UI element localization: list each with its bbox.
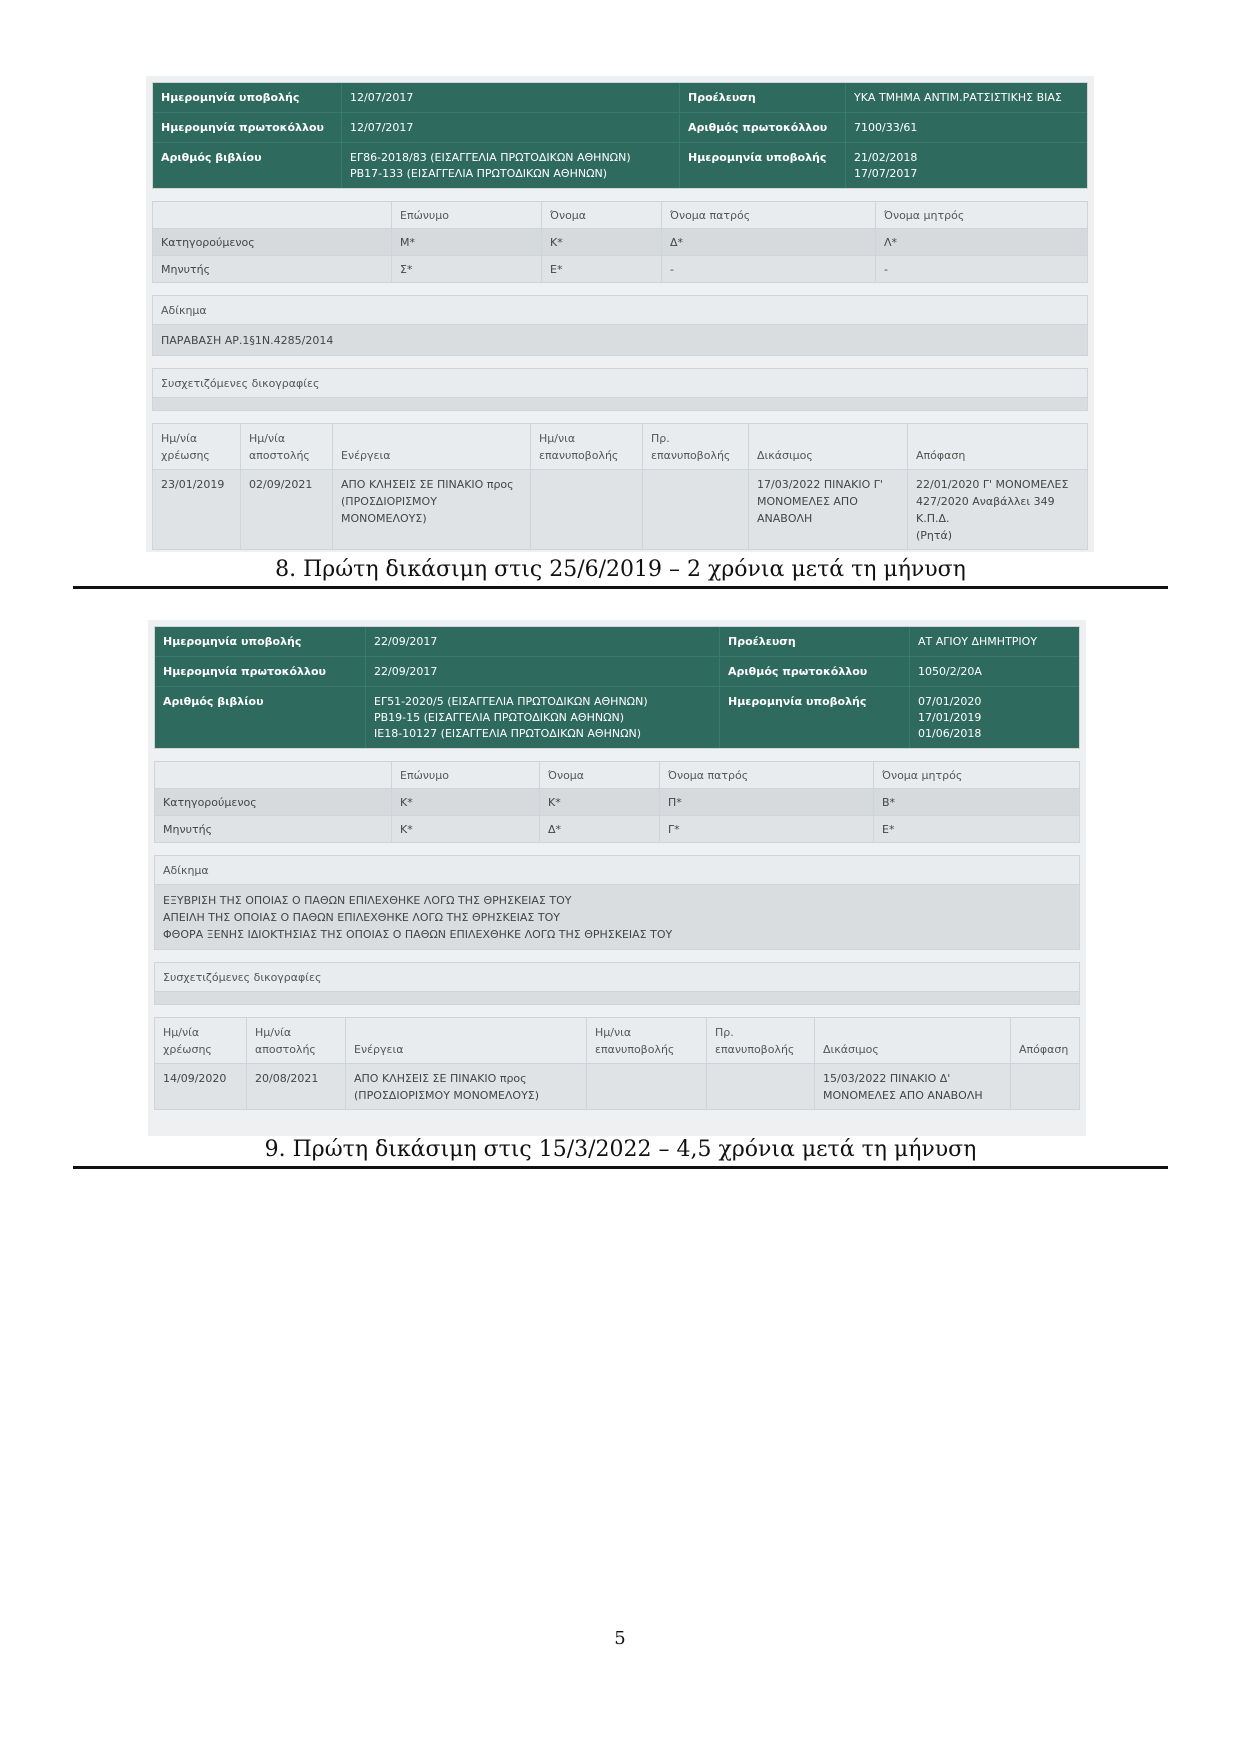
submission-date-value: 12/07/2017 (341, 83, 679, 113)
offense-box (154, 855, 1080, 950)
hearings-header-send-date: Ημ/νία αποστολής (240, 424, 332, 469)
person-father: Γ* (659, 816, 873, 842)
offense-text: ΠΑΡΑΒΑΣΗ ΑΡ.1§1Ν.4285/2014 (153, 325, 1087, 355)
hearings-header-resubmit-date: Ημ/νια επανυποβολής (530, 424, 642, 469)
submission-date-value: 22/09/2017 (365, 627, 719, 657)
persons-header-father: Όνομα πατρός (659, 762, 873, 788)
hearing-send-date: 20/08/2021 (246, 1064, 345, 1109)
hearings-header-charge-date: Ημ/νία χρέωσης (161, 432, 210, 462)
table-row (155, 789, 1079, 816)
record-screenshot-2 (148, 620, 1086, 1136)
record-header (152, 82, 1088, 189)
person-role: Μηνυτής (163, 823, 213, 836)
persons-header-father: Όνομα πατρός (661, 202, 875, 228)
person-surname: Σ* (391, 256, 541, 282)
person-mother: Β* (873, 789, 1079, 815)
table-row (153, 256, 1087, 282)
person-father: Δ* (661, 229, 875, 255)
hearings-header-decision: Απόφαση (1010, 1018, 1079, 1063)
persons-header-surname: Επώνυμο (391, 202, 541, 228)
protocol-date-value: 22/09/2017 (365, 657, 719, 687)
hearing-resubmit-date (586, 1064, 706, 1109)
hearing-date: 17/03/2022 ΠΙΝΑΚΙΟ Γ' ΜΟΝΟΜΕΛΕΣ ΑΠΟ ΑΝΑΒΟΛΗ (748, 470, 907, 549)
protocol-number-label: Αριθμός πρωτοκόλλου (679, 113, 845, 143)
person-name: Δ* (539, 816, 659, 842)
person-father: - (661, 256, 875, 282)
figure-caption-8: 8. Πρώτη δικάσιμη στις 25/6/2019 – 2 χρόνια μετά τη μήνυση (73, 556, 1168, 589)
persons-table (154, 761, 1080, 843)
persons-header-mother: Όνομα μητρός (873, 762, 1079, 788)
person-role: Κατηγορούμενος (161, 236, 255, 249)
origin-label: Προέλευση (679, 83, 845, 113)
persons-header-name: Όνομα (539, 762, 659, 788)
table-row (155, 1064, 1079, 1109)
persons-header-name: Όνομα (541, 202, 661, 228)
submission-date-2-value: 07/01/2020 17/01/2019 01/06/2018 (909, 687, 1079, 748)
hearing-action: ΑΠΟ ΚΛΗΣΕΙΣ ΣΕ ΠΙΝΑΚΙΟ προς (ΠΡΟΣΔΙΟΡΙΣΜΟΥ ΜΟΝΟΜΕΛΟΥΣ) (345, 1064, 586, 1109)
hearings-header-pr-resubmit: Πρ. επανυποβολής (642, 424, 748, 469)
table-row (155, 816, 1079, 842)
protocol-number-label: Αριθμός πρωτοκόλλου (719, 657, 909, 687)
figure-caption-9: 9. Πρώτη δικάσιμη στις 15/3/2022 – 4,5 χρόνια μετά τη μήνυση (73, 1136, 1168, 1169)
protocol-date-label: Ημερομηνία πρωτοκόλλου (155, 657, 365, 687)
person-role: Μηνυτής (161, 263, 211, 276)
hearing-pr-resubmit (642, 470, 748, 549)
hearings-table (152, 423, 1088, 550)
hearings-header-hearing: Δικάσιμος (814, 1018, 1010, 1063)
hearings-header-hearing: Δικάσιμος (748, 424, 907, 469)
hearing-resubmit-date (530, 470, 642, 549)
submission-date-2-value: 21/02/2018 17/07/2017 (845, 143, 1087, 188)
protocol-date-value: 12/07/2017 (341, 113, 679, 143)
hearing-pr-resubmit (706, 1064, 814, 1109)
submission-date-label: Ημερομηνία υποβολής (155, 627, 365, 657)
book-number-value: ΕΓ51-2020/5 (ΕΙΣΑΓΓΕΛΙΑ ΠΡΩΤΟΔΙΚΩΝ ΑΘΗΝΩΝ) ΡΒ19-15 (ΕΙΣΑΓΓΕΛΙΑ ΠΡΩΤΟΔΙΚΩΝ ΑΘΗΝΩΝ) ΙΕ18-10127 (ΕΙΣΑΓΓΕΛΙΑ ΠΡΩΤΟΔΙΚΩΝ ΑΘΗΝΩΝ) (365, 687, 719, 748)
person-mother: - (875, 256, 1087, 282)
book-number-label: Αριθμός βιβλίου (163, 695, 264, 708)
origin-label: Προέλευση (719, 627, 909, 657)
origin-value: ΥΚΑ ΤΜΗΜΑ ΑΝΤΙΜ.ΡΑΤΣΙΣΤΙΚΗΣ ΒΙΑΣ (845, 83, 1087, 113)
persons-header-surname: Επώνυμο (391, 762, 539, 788)
hearings-header-resubmit-date: Ημ/νια επανυποβολής (586, 1018, 706, 1063)
submission-date-2-label: Ημερομηνία υποβολής (719, 687, 909, 748)
person-name: Ε* (541, 256, 661, 282)
offense-text: ΕΞΥΒΡΙΣΗ ΤΗΣ ΟΠΟΙΑΣ Ο ΠΑΘΩΝ ΕΠΙΛΕΧΘΗΚΕ ΛΟΓΩ ΤΗΣ ΘΡΗΣΚΕΙΑΣ ΤΟΥ ΑΠΕΙΛΗ ΤΗΣ ΟΠΟΙΑΣ Ο ΠΑΘΩΝ ΕΠΙΛΕΧΘΗΚΕ ΛΟΓΩ ΤΗΣ ΘΡΗΣΚΕΙΑΣ ΤΟΥ ΦΘΟΡΑ ΞΕΝΗΣ ΙΔΙΟΚΤΗΣΙΑΣ ΤΗΣ ΟΠΟΙΑΣ Ο ΠΑΘΩΝ ΕΠΙΛΕΧΘΗΚΕ ΛΟΓΩ ΤΗΣ ΘΡΗΣΚΕΙΑΣ ΤΟΥ (155, 885, 1079, 949)
offense-label: Αδίκημα (153, 296, 1087, 325)
offense-box (152, 295, 1088, 356)
record-header (154, 626, 1080, 749)
hearings-header-action: Ενέργεια (332, 424, 530, 469)
protocol-number-value: 1050/2/20Α (909, 657, 1079, 687)
hearing-action: ΑΠΟ ΚΛΗΣΕΙΣ ΣΕ ΠΙΝΑΚΙΟ προς (ΠΡΟΣΔΙΟΡΙΣΜΟΥ ΜΟΝΟΜΕΛΟΥΣ) (332, 470, 530, 549)
book-number-label: Αριθμός βιβλίου (161, 151, 262, 164)
persons-table (152, 201, 1088, 283)
hearing-charge-date: 23/01/2019 (161, 478, 225, 491)
person-surname: Κ* (391, 816, 539, 842)
hearings-header-pr-resubmit: Πρ. επανυποβολής (706, 1018, 814, 1063)
offense-label: Αδίκημα (155, 856, 1079, 885)
related-files-box (152, 368, 1088, 411)
related-files-label: Συσχετιζόμενες δικογραφίες (153, 369, 1087, 398)
person-mother: Ε* (873, 816, 1079, 842)
person-name: Κ* (541, 229, 661, 255)
submission-date-2-label: Ημερομηνία υποβολής (679, 143, 845, 188)
hearings-header-action: Ενέργεια (345, 1018, 586, 1063)
related-files-label: Συσχετιζόμενες δικογραφίες (155, 963, 1079, 992)
hearing-date: 15/03/2022 ΠΙΝΑΚΙΟ Δ' ΜΟΝΟΜΕΛΕΣ ΑΠΟ ΑΝΑΒΟΛΗ (814, 1064, 1010, 1109)
persons-header-role (153, 202, 391, 228)
person-surname: Μ* (391, 229, 541, 255)
hearing-decision: 22/01/2020 Γ' ΜΟΝΟΜΕΛΕΣ 427/2020 Αναβάλλει 349 Κ.Π.Δ. (Ρητά) (907, 470, 1087, 549)
persons-header-mother: Όνομα μητρός (875, 202, 1087, 228)
protocol-number-value: 7100/33/61 (845, 113, 1087, 143)
protocol-date-label: Ημερομηνία πρωτοκόλλου (153, 113, 341, 143)
related-files-box (154, 962, 1080, 1005)
hearings-header-decision: Απόφαση (907, 424, 1087, 469)
person-mother: Λ* (875, 229, 1087, 255)
hearings-table (154, 1017, 1080, 1110)
related-files-empty (153, 398, 1087, 410)
table-row (153, 229, 1087, 256)
table-row (153, 470, 1087, 549)
book-number-value: ΕΓ86-2018/83 (ΕΙΣΑΓΓΕΛΙΑ ΠΡΩΤΟΔΙΚΩΝ ΑΘΗΝΩΝ) ΡΒ17-133 (ΕΙΣΑΓΓΕΛΙΑ ΠΡΩΤΟΔΙΚΩΝ ΑΘΗΝΩΝ) (341, 143, 679, 188)
submission-date-label: Ημερομηνία υποβολής (153, 83, 341, 113)
hearing-decision (1010, 1064, 1079, 1109)
origin-value: ΑΤ ΑΓΙΟΥ ΔΗΜΗΤΡΙΟΥ (909, 627, 1079, 657)
hearings-header-charge-date: Ημ/νία χρέωσης (163, 1026, 212, 1056)
hearings-header-send-date: Ημ/νία αποστολής (246, 1018, 345, 1063)
persons-header-role (155, 762, 391, 788)
record-screenshot-1 (146, 76, 1094, 552)
hearing-send-date: 02/09/2021 (240, 470, 332, 549)
person-father: Π* (659, 789, 873, 815)
person-role: Κατηγορούμενος (163, 796, 257, 809)
hearing-charge-date: 14/09/2020 (163, 1072, 227, 1085)
related-files-empty (155, 992, 1079, 1004)
person-name: Κ* (539, 789, 659, 815)
page-number: 5 (614, 1628, 626, 1649)
person-surname: Κ* (391, 789, 539, 815)
